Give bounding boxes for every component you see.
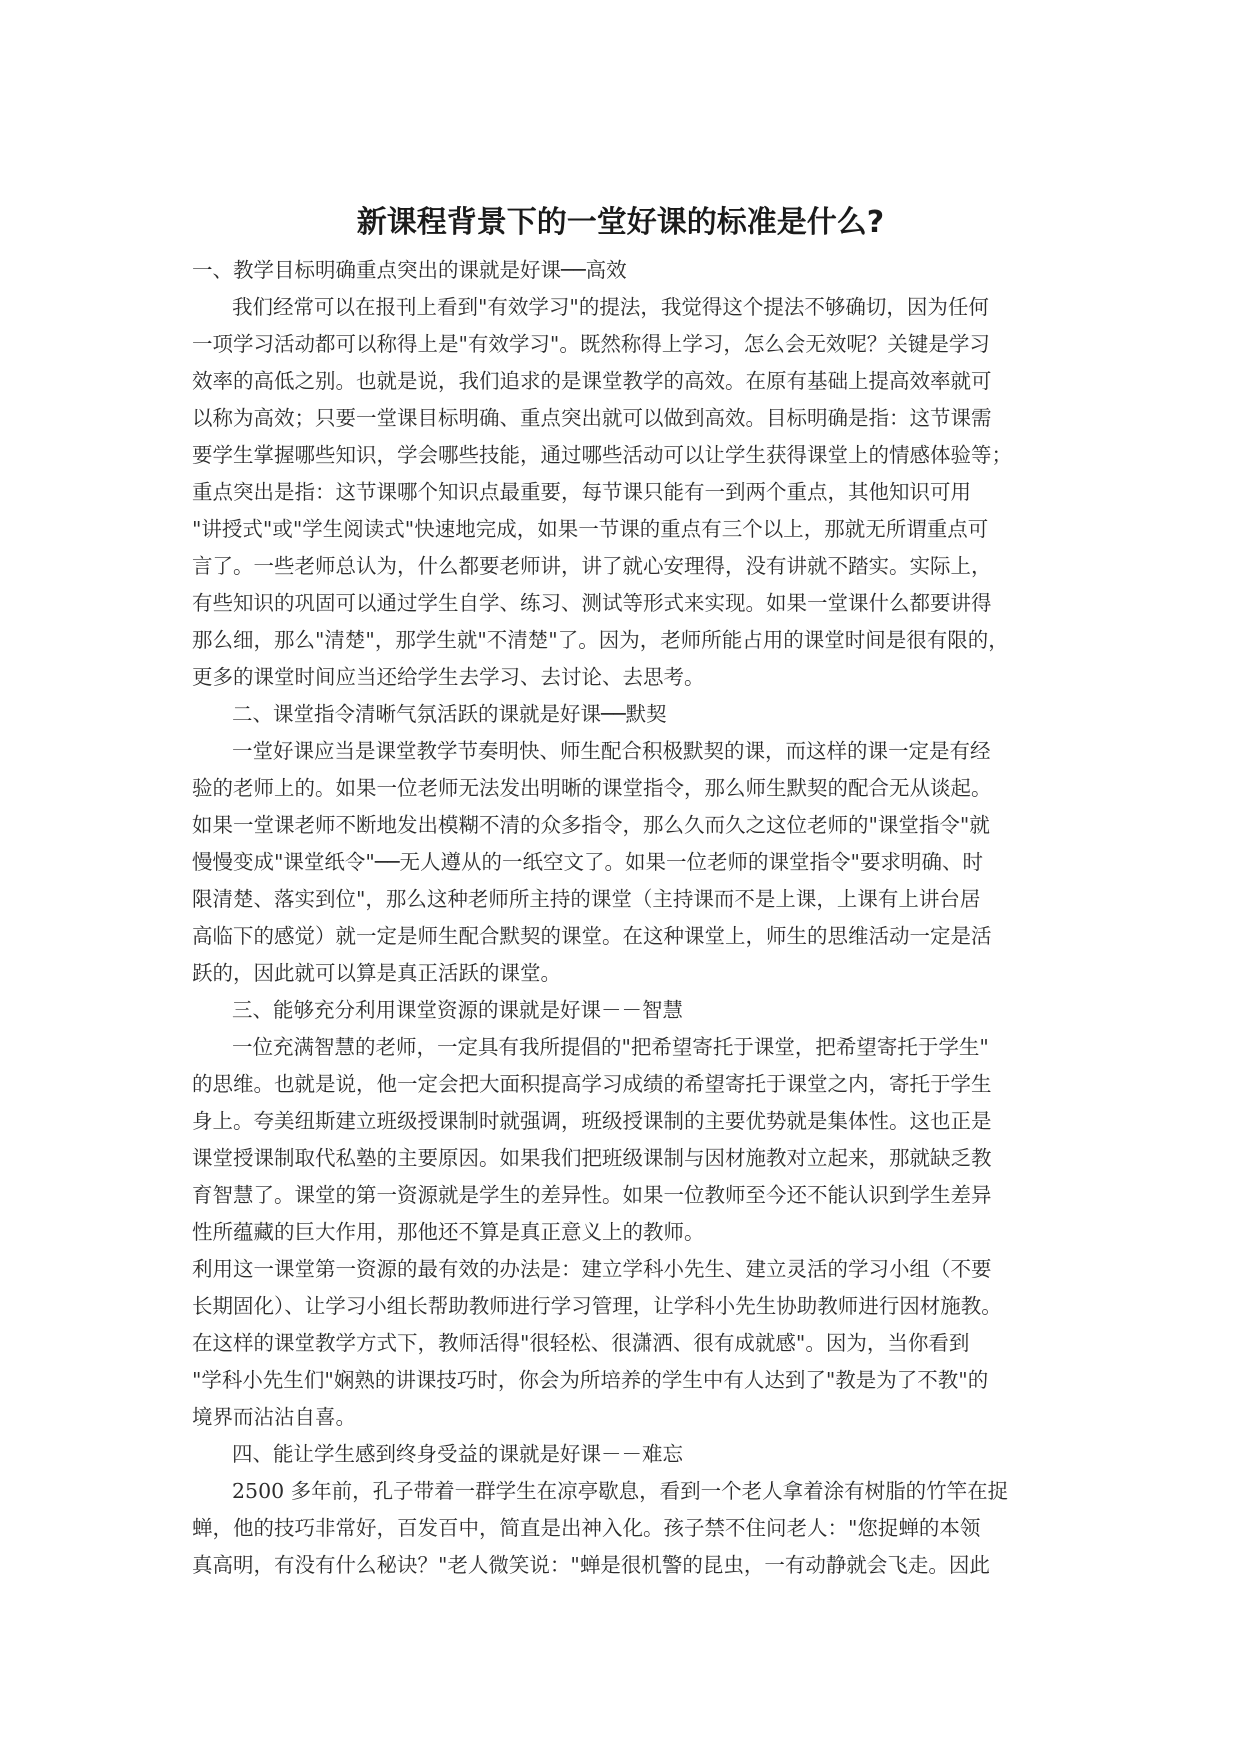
paragraph-line: 那么细，那么"清楚"，那学生就"不清楚"了。因为，老师所能占用的课堂时间是很有限的，	[192, 628, 1009, 652]
paragraph-line: 境界而沾沾自喜。	[192, 1405, 356, 1429]
paragraph-line: 有些知识的巩固可以通过学生自学、练习、测试等形式来实现。如果一堂课什么都要讲得	[192, 591, 992, 615]
paragraph-line: 限清楚、落实到位"，那么这种老师所主持的课堂（主持课而不是上课，上课有上讲台居	[192, 887, 981, 911]
paragraph-line: 利用这一课堂第一资源的最有效的办法是：建立学科小先生、建立灵活的学习小组（不要	[192, 1257, 992, 1281]
paragraph-line: 性所蕴藏的巨大作用，那他还不算是真正意义上的教师。	[192, 1220, 705, 1244]
paragraph-line: 2500 多年前，孔子带着一群学生在凉亭歇息，看到一个老人拿着涂有树脂的竹竿在捉	[232, 1479, 1009, 1503]
paragraph-line: 一位充满智慧的老师，一定具有我所提倡的"把希望寄托于课堂，把希望寄托于学生"	[232, 1035, 989, 1059]
paragraph-line: 真高明，有没有什么秘诀？"老人微笑说："蝉是很机警的昆虫，一有动静就会飞走。因此	[192, 1553, 990, 1577]
section-heading-4: 四、能让学生感到终身受益的课就是好课－－难忘	[232, 1442, 683, 1466]
paragraph-line: 慢慢变成"课堂纸令"──无人遵从的一纸空文了。如果一位老师的课堂指令"要求明确、时	[192, 850, 983, 874]
paragraph-line: 言了。一些老师总认为，什么都要老师讲，讲了就心安理得，没有讲就不踏实。实际上，	[192, 554, 992, 578]
section-heading-3: 三、能够充分利用课堂资源的课就是好课－－智慧	[232, 998, 683, 1022]
paragraph-line: 育智慧了。课堂的第一资源就是学生的差异性。如果一位教师至今还不能认识到学生差异	[192, 1183, 992, 1207]
paragraph-line: 我们经常可以在报刊上看到"有效学习"的提法，我觉得这个提法不够确切，因为任何	[232, 295, 989, 319]
document-title: 新课程背景下的一堂好课的标准是什么?	[356, 205, 885, 240]
paragraph-line: 在这样的课堂教学方式下，教师活得"很轻松、很潇洒、很有成就感"。因为，当你看到	[192, 1331, 970, 1355]
section-heading-2: 二、课堂指令清晰气氛活跃的课就是好课──默契	[232, 702, 667, 726]
paragraph-line: "讲授式"或"学生阅读式"快速地完成，如果一节课的重点有三个以上，那就无所谓重点可	[192, 517, 989, 541]
paragraph-line: 如果一堂课老师不断地发出模糊不清的众多指令，那么久而久之这位老师的"课堂指令"就	[192, 813, 990, 837]
paragraph-line: 高临下的感觉）就一定是师生配合默契的课堂。在这种课堂上，师生的思维活动一定是活	[192, 924, 992, 948]
paragraph-line: 蝉，他的技巧非常好，百发百中，简直是出神入化。孩子禁不住问老人："您捉蝉的本领	[192, 1516, 981, 1540]
paragraph-line: "学科小先生们"娴熟的讲课技巧时，你会为所培养的学生中有人达到了"教是为了不教"的	[192, 1368, 989, 1392]
paragraph-line: 验的老师上的。如果一位老师无法发出明晰的课堂指令，那么师生默契的配合无从谈起。	[192, 776, 992, 800]
paragraph-line: 以称为高效；只要一堂课目标明确、重点突出就可以做到高效。目标明确是指：这节课需	[192, 406, 992, 430]
paragraph-line: 长期固化）、让学习小组长帮助教师进行学习管理，让学科小先生协助教师进行因材施教。	[192, 1294, 1002, 1318]
paragraph-line: 课堂授课制取代私塾的主要原因。如果我们把班级课制与因材施教对立起来，那就缺乏教	[192, 1146, 992, 1170]
paragraph-line: 效率的高低之别。也就是说，我们追求的是课堂教学的高效。在原有基础上提高效率就可	[192, 369, 992, 393]
paragraph-line: 跃的，因此就可以算是真正活跃的课堂。	[192, 961, 561, 985]
paragraph-line: 的思维。也就是说，他一定会把大面积提高学习成绩的希望寄托于课堂之内，寄托于学生	[192, 1072, 992, 1096]
paragraph-line: 身上。夸美纽斯建立班级授课制时就强调，班级授课制的主要优势就是集体性。这也正是	[192, 1109, 992, 1133]
paragraph-line: 要学生掌握哪些知识，学会哪些技能，通过哪些活动可以让学生获得课堂上的情感体验等；	[192, 443, 1012, 467]
section-heading-1: 一、教学目标明确重点突出的课就是好课──高效	[192, 258, 627, 282]
paragraph-line: 更多的课堂时间应当还给学生去学习、去讨论、去思考。	[192, 665, 705, 689]
paragraph-line: 一堂好课应当是课堂教学节奏明快、师生配合积极默契的课，而这样的课一定是有经	[232, 739, 991, 763]
paragraph-line: 一项学习活动都可以称得上是"有效学习"。既然称得上学习，怎么会无效呢？关键是学习	[192, 332, 990, 356]
paragraph-line: 重点突出是指：这节课哪个知识点最重要，每节课只能有一到两个重点，其他知识可用	[192, 480, 971, 504]
